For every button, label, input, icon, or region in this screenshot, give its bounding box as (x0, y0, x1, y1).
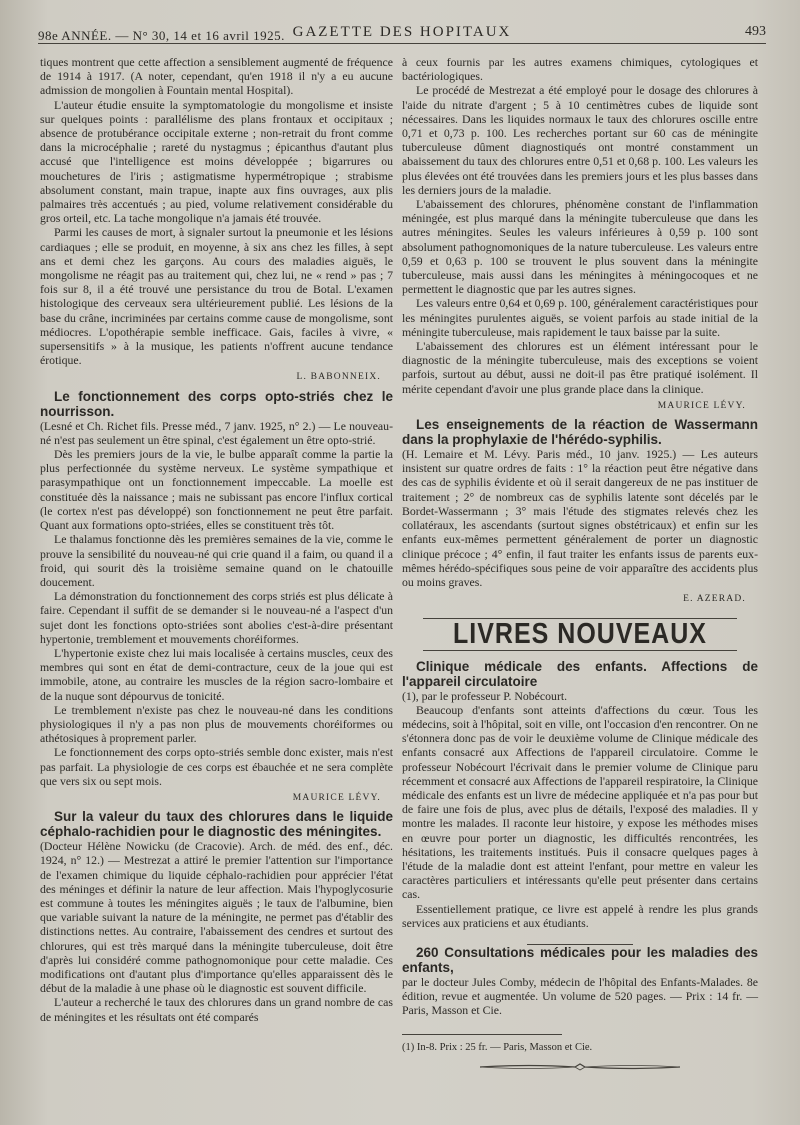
signature: MAURICE LÉVY. (657, 400, 746, 411)
paragraph: L'hypertonie existe chez lui mais localisée à certains muscles, ceux des membres qui sont en état de demi-contracture, ceux de la joue qui est immobile, atone, au contraire les muscles de la région sacro-lombaire et de la nuque sont dépourvus de tonicité. (40, 645, 393, 703)
signature: MAURICE LÉVY. (292, 792, 381, 803)
journal-title: GAZETTE DES HOPITAUX (292, 24, 512, 40)
paragraph: L'auteur étudie ensuite la symptomatologie du mongolisme et insiste sur quelques points : parallélisme des plans frontaux et occipitaux ; absence de protubérance occipitale externe ; non-retrait du front comme dans la microcéphalie ; rareté du nystagmus ; épicanthus d'autant plus accusé que l'intelligence est moins développée ; bigarrures ou mouchetures de l'iris ; astigmatisme hypermétropique ; strabisme absolument constant, main trapue, inapte aux fins ouvrages, aux plis palmaires très accentués ; au pied, volume relativement considérable du gros orteil, etc. La tache mongolique n'a jamais été trouvée. (40, 97, 393, 226)
paragraph: Le thalamus fonctionne dès les premières semaines de la vie, comme le prouve la sensibilité du nouveau-né qui crie quand il a faim, ou quand il a froid, qui sourit dès la troisième semaine quand on le chatouille doucement. (40, 532, 393, 589)
paragraph: à ceux fournis par les autres examens chimiques, cytologiques et bactériologiques. (402, 55, 758, 84)
paragraph: La démonstration du fonctionnement des corps striés est plus délicate à faire. Cependant il suffit de se demander si le nouveau-né a l'aspect d'un sujet dont les fonctions opto-striées sont abolies c'est-à-dire présentant hypertonie, tremblement et mouvements choréiformes. (40, 589, 393, 646)
paragraph: Beaucoup d'enfants sont atteints d'affections du cœur. Tous les médecins, soit à l'hôpital, soit en ville, ont l'occasion d'en rencontrer. On ne s'étonnera donc pas de voir le deuxième volume de Clinique médicale des enfants consacré aux Affections de l'appareil circulatoire. Comme le professeur Nobécourt l'écrivait dans le premier volume de Clinique paru récemment et consacré aux Affections de l'appareil respiratoire, la Clinique médicale des enfants est un livre de médecine appliquée et n'a pas pour but de faire une fois de plus, avec plus de détails, l'exposé des maladies. Il y montre les malades. Il raconte leur histoire, y expose les méthodes mises en œuvre pour porter un diagnostic, les difficultés rencontrées, les hésitations, les traitements institués. Puis il consacre quelques pages à l'étude de la maladie dont est atteint l'enfant, pour mettre en valeur les caractères particuliers et intéressants qu'elle peut présenter dans certains cas. (402, 702, 758, 902)
article-reference: (Docteur Hélène Nowicku (de Cracovie). Arch. de méd. des enf., déc. 1924, n° 12.) — Mestrezat a attiré le premier l'attention sur l'importance de l'examen chimique du liquide céphalo-rachidien pour apprécier l'état des méninges et définir la nature de leur affection. Mais l'hypoglycosurie est commune à toutes les méningites aiguës ; le taux de l'albumine, bien que variable suivant la nature de la méningite, ne permet pas d'établir des distinctions nettes. Au contraire, l'abaissement des cendres et surtout des chlorures, qui est très marqué dans la méningite tuberculeuse, doit être d'après lui considéré comme pathognomonique pour cette maladie. Ces modifications ont d'autant plus d'importance qu'elles apparaissent dès le début de la maladie à une phase où le diagnostic est souvent difficile. (40, 839, 393, 996)
ornament-rule-icon (480, 1063, 680, 1071)
paragraph: Dès les premiers jours de la vie, le bulbe apparaît comme la partie la plus perfectionnée du système nerveux. Le système sympathique et parasympathique ont un fonctionnement impeccable. La moelle est constituée dès la naissance ; mais ne subissant pas encore l'influx cortical (le cortex n'est pas développé) son fonctionnement ne peut être parfait. Quant aux formations opto-striées, elles se constituent très tôt. (40, 447, 393, 533)
paragraph: L'abaissement des chlorures est un élément intéressant pour le diagnostic de la méningite tuberculeuse, mais des exceptions se voient parfois, surtout au début, aussi ne doit-il pas être pratiqué isolément. Il mérite cependant d'avoir une plus grande place dans la clinique. (402, 339, 758, 396)
page-number: 493 (745, 24, 766, 39)
paragraph: Les valeurs entre 0,64 et 0,69 p. 100, généralement caractéristiques pour les méningites purulentes aiguës, se voient parfois au stade initial de la méningite tuberculeuse, mais rapidement le taux baisse par la suite. (402, 296, 758, 339)
signature: L. BABONNEIX. (296, 372, 381, 383)
left-column (40, 55, 393, 1024)
paragraph: Le procédé de Mestrezat a été employé pour le dosage des chlorures à l'aide du nitrate d'argent ; 5 à 10 centimètres cubes de liquide sont nécessaires. Dans les liquides normaux le taux des chlorures oscille entre 0,71 et 0,73 p. 100. Les recherches portant sur 60 cas de méningite tuberculeuse dûment diagnostiqués ont montré constamment un abaissement du taux des chlorures entre 0,51 et 0,68 p. 100. Les valeurs les plus élevées ont été trouvées dans les premiers jours et les plus basses dans les derniers jours de la maladie. (402, 83, 758, 197)
paragraph: Essentiellement pratique, ce livre est appelé à rendre les plus grands services aux praticiens et aux étudiants. (402, 901, 758, 930)
article-title: Le fonctionnement des corps opto-striés chez le nourrisson. (40, 388, 393, 419)
paragraph: L'abaissement des chlorures, phénomène constant de l'inflammation méningée, est plus marqué dans la méningite tuberculeuse que dans les autres méningites. Seules les valeurs inférieures à 0,59 p. 100 sont absolument pathognomoniques de la nature tuberculeuse. Les valeurs entre 0,59 et 0,63 p. 100 se trouvent le plus souvent dans la méningite tuberculeuse, mais aussi dans les méningites à méningocoques et ne permettent le diagnostic que par les autres signes. (402, 197, 758, 297)
book-title: 260 Consultations médicales pour les maladies des enfants, (402, 944, 758, 975)
footnote: (1) In-8. Prix : 25 fr. — Paris, Masson et Cie. (402, 1041, 593, 1053)
article-reference: (Lesné et Ch. Richet fils. Presse méd., 7 janv. 1925, n° 2.) — Le nouveau-né n'est pas seulement un être spinal, c'est également un être opto-strié. (40, 418, 393, 447)
book-reference: (1), par le professeur P. Nobécourt. (402, 688, 568, 703)
signature: E. AZERAD. (683, 594, 746, 605)
paragraph: L'auteur a recherché le taux des chlorures dans un grand nombre de cas de méningites et les résultats ont été comparés (40, 995, 393, 1024)
paragraph: tiques montrent que cette affection a sensiblement augmenté de fréquence de 1914 à 1917. (A noter, cependant, qu'en 1918 il n'y a eu aucune admission de mongolien à Fountain mental Hospital). (40, 55, 393, 98)
header-rule (38, 43, 766, 44)
section-title: LIVRES NOUVEAUX (453, 618, 707, 651)
paragraph: Le tremblement n'existe pas chez le nouveau-né dans les conditions physiologiques il n'y a pas non plus de mouvements choréiformes ou athétosiques à proprement parler. (40, 702, 393, 746)
paragraph: Parmi les causes de mort, à signaler surtout la pneumonie et les lésions cardiaques ; elle se produit, en moyenne, à six ans chez les filles, à sept ans et demi chez les garçons. Au cours des maladies aiguës, le mongolisme ne réagit pas au traitement qui, chez lui, ne « rend » pas ; 7 fois sur 8, il a été trouvé une persistance du trou de Botal. L'examen histologique des cerveaux sera ultérieurement publié. Les lésions de la base du crâne, incriminées par certains comme cause de mongolisme, sont médiocres. L'opothérapie semble inefficace. Gais, faciles à vivre, « supersensitifs » à la musique, les patients n'offrent aucune tendance érotique. (40, 225, 393, 368)
book-title: Clinique médicale des enfants. Affections de l'appareil circulatoire (402, 658, 758, 689)
paragraph: Le fonctionnement des corps opto-striés semble donc exister, mais n'est pas parfait. La physiologie de ces corps est ébauchée et ne sera complète que vers six ou sept mois. (40, 745, 393, 788)
article-title: Les enseignements de la réaction de Wassermann dans la prophylaxie de l'hérédo-syphilis. (402, 417, 758, 448)
article-reference: (H. Lemaire et M. Lévy. Paris méd., 10 janv. 1925.) — Les auteurs insistent sur quatre ordres de faits : 1° la réaction peut être négative dans des cas de syphilis évidente et où il serait dangereux de ne pas instituer de traitement ; 2° de nombreux cas de syphilis latente sont décelés par le Bordet-Wassermann ; 3° mais l'étude des stigmates relevés chez les collatéraux, les ascendants (surtout signes obstétricaux) et enfin sur les enfants eux-mêmes permettent généralement de porter un diagnostic clinique précoce ; 4° enfin, il faut traiter les enfants issus de parents eux-mêmes hérédo-spécifiques sous peine de voir apparaître des accidents plus ou moins graves. (402, 447, 758, 589)
book-reference: par le docteur Jules Comby, médecin de l'hôpital des Enfants-Malades. 8e édition, revue et augmentée. Un volume de 520 pages. — Prix : 14 fr. — Paris, Masson et Cie. (402, 974, 758, 1018)
article-title: Sur la valeur du taux des chlorures dans le liquide céphalo-rachidien pour le diagnostic des méningites. (40, 809, 393, 840)
section-banner (402, 618, 758, 650)
right-column (402, 55, 758, 1071)
footnote-rule (402, 1034, 562, 1035)
issue-line: 98e ANNÉE. — N° 30, 14 et 16 avril 1925. (38, 28, 285, 43)
